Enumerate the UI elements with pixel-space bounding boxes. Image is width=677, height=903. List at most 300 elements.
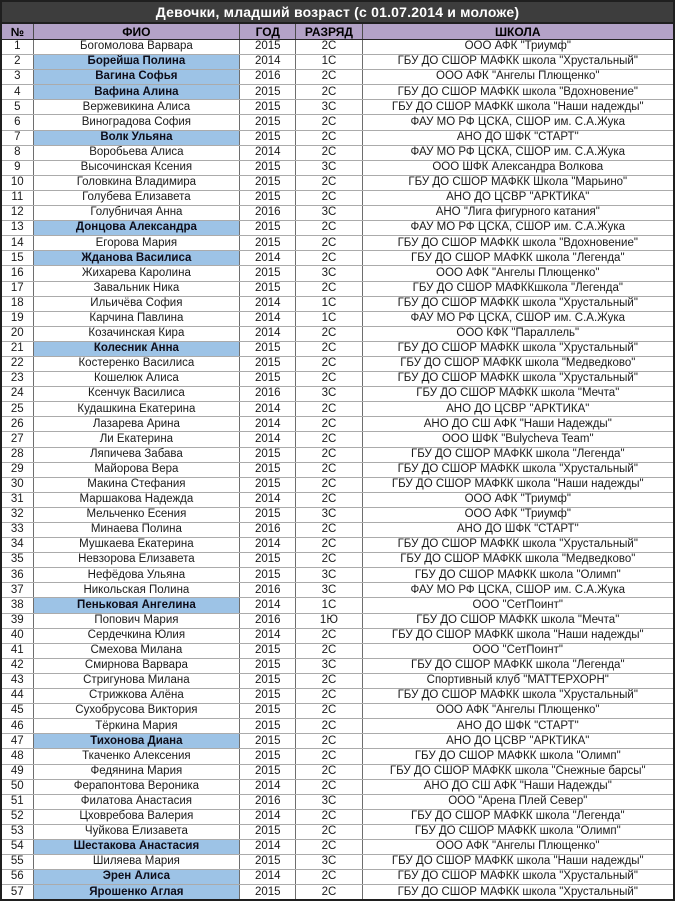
table-row [1,673,674,688]
table-row [1,523,674,538]
school-cell: ГБУ ДО СШОР МАФКК школа "Легенда" [362,251,674,266]
school-cell: ООО "Арена Плей Север" [362,794,674,809]
athlete-name-cell: Ляпичева Забава [33,447,240,462]
school-cell: ГБУ ДО СШОР МАФКК школа "Наши надежды" [362,628,674,643]
athlete-name-cell: Мельченко Есения [33,507,240,522]
table-row [1,296,674,311]
table-row [1,553,674,568]
rank-cell: 2С [296,538,362,553]
school-cell: ГБУ ДО СШОР МАФКК школа "Наши надежды" [362,855,674,870]
rank-cell: 3С [296,160,362,175]
school-cell: ГБУ ДО СШОР МАФКК школа "Хрустальный" [362,462,674,477]
birth-year-cell: 2015 [240,100,296,115]
birth-year-cell: 2015 [240,749,296,764]
school-cell: ГБУ ДО СШОР МАФКК школа "Мечта" [362,613,674,628]
table-row [1,387,674,402]
table-row [1,583,674,598]
table-row [1,251,674,266]
athlete-name-cell: Смирнова Варвара [33,658,240,673]
school-cell: ГБУ ДО СШОР МАФКК школа "Наши надежды" [362,477,674,492]
birth-year-cell: 2015 [240,689,296,704]
row-number-cell: 14 [1,236,33,251]
school-cell: ГБУ ДО СШОР МАФКК школа "Хрустальный" [362,689,674,704]
col-header-number: № [1,23,33,40]
rank-cell: 2С [296,417,362,432]
rank-cell: 2С [296,643,362,658]
table-row [1,658,674,673]
school-cell: ГБУ ДО СШОР МАФКК школа "Наши надежды" [362,100,674,115]
row-number-cell: 51 [1,794,33,809]
rank-cell: 2С [296,779,362,794]
athlete-name-cell: Голубева Елизавета [33,190,240,205]
rank-cell: 3С [296,855,362,870]
row-number-cell: 52 [1,809,33,824]
table-row [1,356,674,371]
school-cell: ФАУ МО РФ ЦСКА, СШОР им. С.А.Жука [362,221,674,236]
birth-year-cell: 2016 [240,794,296,809]
table-row [1,40,674,55]
rank-cell: 2С [296,870,362,885]
athlete-name-cell: Сердечкина Юлия [33,628,240,643]
school-cell: ГБУ ДО СШОР МАФККшкола "Легенда" [362,281,674,296]
rank-cell: 3С [296,507,362,522]
table-row [1,100,674,115]
table-row [1,417,674,432]
rank-cell: 2С [296,673,362,688]
row-number-cell: 42 [1,658,33,673]
school-cell: ФАУ МО РФ ЦСКА, СШОР им. С.А.Жука [362,115,674,130]
rank-cell: 2С [296,115,362,130]
row-number-cell: 47 [1,734,33,749]
table-row [1,704,674,719]
school-cell: ООО АФК "Ангелы Плющенко" [362,839,674,854]
row-number-cell: 39 [1,613,33,628]
row-number-cell: 53 [1,824,33,839]
school-cell: ООО АФК "Ангелы Плющенко" [362,266,674,281]
school-cell: ФАУ МО РФ ЦСКА, СШОР им. С.А.Жука [362,311,674,326]
row-number-cell: 9 [1,160,33,175]
table-row [1,477,674,492]
school-cell: ГБУ ДО СШОР МАФКК школа "Олимп" [362,824,674,839]
rank-cell: 2С [296,809,362,824]
school-cell: ГБУ ДО СШОР МАФКК школа "Олимп" [362,568,674,583]
row-number-cell: 8 [1,145,33,160]
rank-cell: 2С [296,704,362,719]
birth-year-cell: 2014 [240,251,296,266]
rank-cell: 2С [296,462,362,477]
school-cell: ООО КФК "Параллель" [362,326,674,341]
row-number-cell: 38 [1,598,33,613]
rank-cell: 3С [296,794,362,809]
table-row [1,507,674,522]
row-number-cell: 16 [1,266,33,281]
athlete-name-cell: Колесник Анна [33,341,240,356]
school-cell: АНО ДО СШ АФК "Наши Надежды" [362,779,674,794]
athlete-name-cell: Попович Мария [33,613,240,628]
table-row [1,568,674,583]
athlete-name-cell: Ткаченко Алексения [33,749,240,764]
school-cell: ООО ШФК "Bulycheva Team" [362,432,674,447]
rank-cell: 2С [296,749,362,764]
row-number-cell: 49 [1,764,33,779]
row-number-cell: 18 [1,296,33,311]
school-cell: ГБУ ДО СШОР МАФКК школа "Медведково" [362,553,674,568]
athlete-name-cell: Мушкаева Екатерина [33,538,240,553]
table-row [1,266,674,281]
rank-cell: 2С [296,553,362,568]
school-cell: ООО АФК "Ангелы Плющенко" [362,704,674,719]
athlete-name-cell: Ярошенко Аглая [33,885,240,901]
table-row [1,885,674,901]
birth-year-cell: 2014 [240,839,296,854]
rank-cell: 3С [296,100,362,115]
birth-year-cell: 2014 [240,598,296,613]
athlete-name-cell: Пеньковая Ангелина [33,598,240,613]
table-row [1,643,674,658]
table-row [1,492,674,507]
row-number-cell: 35 [1,553,33,568]
row-number-cell: 45 [1,704,33,719]
school-cell: АНО "Лига фигурного катания" [362,206,674,221]
table-body [1,40,674,901]
rank-cell: 2С [296,402,362,417]
school-cell: ГБУ ДО СШОР МАФКК школа "Мечта" [362,387,674,402]
birth-year-cell: 2016 [240,206,296,221]
row-number-cell: 10 [1,175,33,190]
table-row [1,734,674,749]
athlete-name-cell: Смехова Милана [33,643,240,658]
school-cell: АНО ДО ШФК "СТАРТ" [362,523,674,538]
row-number-cell: 34 [1,538,33,553]
birth-year-cell: 2015 [240,160,296,175]
rank-cell: 2С [296,628,362,643]
birth-year-cell: 2015 [240,824,296,839]
athlete-name-cell: Минаева Полина [33,523,240,538]
rank-cell: 1С [296,55,362,70]
row-number-cell: 41 [1,643,33,658]
table-row [1,839,674,854]
row-number-cell: 2 [1,55,33,70]
rank-cell: 1С [296,598,362,613]
table-row [1,85,674,100]
table-row [1,613,674,628]
athlete-name-cell: Головкина Владимира [33,175,240,190]
birth-year-cell: 2015 [240,221,296,236]
row-number-cell: 57 [1,885,33,901]
row-number-cell: 26 [1,417,33,432]
athlete-name-cell: Маршакова Надежда [33,492,240,507]
athlete-name-cell: Ли Екатерина [33,432,240,447]
table-row [1,372,674,387]
athlete-name-cell: Высочинская Ксения [33,160,240,175]
rank-cell: 2С [296,356,362,371]
birth-year-cell: 2015 [240,673,296,688]
rank-cell: 2С [296,190,362,205]
birth-year-cell: 2014 [240,326,296,341]
table-row [1,55,674,70]
birth-year-cell: 2015 [240,40,296,55]
athlete-name-cell: Шестакова Анастасия [33,839,240,854]
school-cell: ГБУ ДО СШОР МАФКК школа "Вдохновение" [362,85,674,100]
birth-year-cell: 2015 [240,130,296,145]
athlete-name-cell: Ксенчук Василиса [33,387,240,402]
birth-year-cell: 2014 [240,538,296,553]
birth-year-cell: 2016 [240,523,296,538]
athlete-name-cell: Карчина Павлина [33,311,240,326]
school-cell: ГБУ ДО СШОР МАФКК школа "Хрустальный" [362,885,674,901]
rank-cell: 3С [296,583,362,598]
row-number-cell: 54 [1,839,33,854]
school-cell: ГБУ ДО СШОР МАФКК школа "Хрустальный" [362,341,674,356]
rank-cell: 1Ю [296,613,362,628]
rank-cell: 2С [296,719,362,734]
athlete-name-cell: Кошелюк Алиса [33,372,240,387]
rank-cell: 2С [296,130,362,145]
school-cell: ООО АФК "Триумф" [362,40,674,55]
birth-year-cell: 2014 [240,402,296,417]
birth-year-cell: 2015 [240,734,296,749]
athlete-name-cell: Макина Стефания [33,477,240,492]
rank-cell: 3С [296,206,362,221]
rank-cell: 2С [296,839,362,854]
table-row [1,538,674,553]
row-number-cell: 24 [1,387,33,402]
row-number-cell: 5 [1,100,33,115]
school-cell: ГБУ ДО СШОР МАФКК школа "Вдохновение" [362,236,674,251]
school-cell: АНО ДО ЦСВР "АРКТИКА" [362,402,674,417]
athlete-name-cell: Стригунова Милана [33,673,240,688]
table-row [1,160,674,175]
athlete-name-cell: Борейша Полина [33,55,240,70]
row-number-cell: 56 [1,870,33,885]
birth-year-cell: 2015 [240,281,296,296]
rank-cell: 2С [296,432,362,447]
school-cell: АНО ДО ЦСВР "АРКТИКА" [362,734,674,749]
rank-cell: 2С [296,523,362,538]
athlete-name-cell: Чуйкова Елизавета [33,824,240,839]
athlete-name-cell: Тёркина Мария [33,719,240,734]
rank-cell: 2С [296,689,362,704]
table-row [1,326,674,341]
athlete-name-cell: Цховребова Валерия [33,809,240,824]
row-number-cell: 36 [1,568,33,583]
table-row [1,824,674,839]
athlete-name-cell: Сухобрусова Виктория [33,704,240,719]
birth-year-cell: 2014 [240,55,296,70]
birth-year-cell: 2015 [240,885,296,901]
row-number-cell: 44 [1,689,33,704]
row-number-cell: 37 [1,583,33,598]
row-number-cell: 40 [1,628,33,643]
birth-year-cell: 2015 [240,356,296,371]
athlete-name-cell: Лазарева Арина [33,417,240,432]
birth-year-cell: 2015 [240,190,296,205]
row-number-cell: 22 [1,356,33,371]
table-row [1,779,674,794]
table-row [1,311,674,326]
row-number-cell: 11 [1,190,33,205]
school-cell: ФАУ МО РФ ЦСКА, СШОР им. С.А.Жука [362,145,674,160]
athlete-name-cell: Вагина Софья [33,70,240,85]
rank-cell: 2С [296,824,362,839]
rank-cell: 2С [296,492,362,507]
table-row [1,855,674,870]
school-cell: ГБУ ДО СШОР МАФКК школа "Легенда" [362,447,674,462]
school-cell: ГБУ ДО СШОР МАФКК школа "Хрустальный" [362,55,674,70]
athlete-name-cell: Федянина Мария [33,764,240,779]
athlete-name-cell: Вафина Алина [33,85,240,100]
col-header-year: ГОД [240,23,296,40]
row-number-cell: 43 [1,673,33,688]
table-row [1,719,674,734]
athlete-name-cell: Жданова Василиса [33,251,240,266]
rank-cell: 2С [296,326,362,341]
table-title-row [1,1,674,23]
athlete-name-cell: Шиляева Мария [33,855,240,870]
school-cell: ФАУ МО РФ ЦСКА, СШОР им. С.А.Жука [362,583,674,598]
athlete-name-cell: Завальник Ника [33,281,240,296]
school-cell: АНО ДО СШ АФК "Наши Надежды" [362,417,674,432]
table-row [1,402,674,417]
school-cell: ГБУ ДО СШОР МАФКК школа "Снежные барсы" [362,764,674,779]
col-header-school: ШКОЛА [362,23,674,40]
birth-year-cell: 2014 [240,779,296,794]
birth-year-cell: 2014 [240,311,296,326]
birth-year-cell: 2014 [240,492,296,507]
row-number-cell: 46 [1,719,33,734]
athlete-name-cell: Воробьева Алиса [33,145,240,160]
row-number-cell: 32 [1,507,33,522]
row-number-cell: 12 [1,206,33,221]
row-number-cell: 23 [1,372,33,387]
athlete-name-cell: Волк Ульяна [33,130,240,145]
athlete-name-cell: Виноградова София [33,115,240,130]
athlete-name-cell: Жихарева Каролина [33,266,240,281]
table-row [1,809,674,824]
birth-year-cell: 2016 [240,613,296,628]
table-row [1,749,674,764]
school-cell: АНО ДО ШФК "СТАРТ" [362,130,674,145]
table-row [1,221,674,236]
school-cell: ГБУ ДО СШОР МАФКК школа "Хрустальный" [362,538,674,553]
table-row [1,281,674,296]
row-number-cell: 33 [1,523,33,538]
athlete-name-cell: Вержевикина Алиса [33,100,240,115]
athlete-name-cell: Ильичёва София [33,296,240,311]
school-cell: ООО АФК "Триумф" [362,507,674,522]
rank-cell: 3С [296,266,362,281]
row-number-cell: 25 [1,402,33,417]
rank-cell: 2С [296,236,362,251]
athlete-name-cell: Ферапонтова Вероника [33,779,240,794]
birth-year-cell: 2015 [240,643,296,658]
athlete-name-cell: Козачинская Кира [33,326,240,341]
table-row [1,462,674,477]
rank-cell: 2С [296,341,362,356]
table-row [1,236,674,251]
birth-year-cell: 2015 [240,658,296,673]
birth-year-cell: 2015 [240,764,296,779]
row-number-cell: 1 [1,40,33,55]
row-number-cell: 31 [1,492,33,507]
table-row [1,130,674,145]
athlete-name-cell: Нефёдова Ульяна [33,568,240,583]
birth-year-cell: 2015 [240,507,296,522]
rank-cell: 2С [296,251,362,266]
athlete-name-cell: Кудашкина Екатерина [33,402,240,417]
birth-year-cell: 2015 [240,372,296,387]
athlete-name-cell: Голубничая Анна [33,206,240,221]
rank-cell: 2С [296,372,362,387]
table-row [1,190,674,205]
column-header-row [1,23,674,40]
athlete-name-cell: Тихонова Диана [33,734,240,749]
rank-cell: 2С [296,145,362,160]
birth-year-cell: 2014 [240,870,296,885]
rank-cell: 2С [296,885,362,901]
school-cell: ГБУ ДО СШОР МАФКК школа "Легенда" [362,658,674,673]
table-row [1,115,674,130]
birth-year-cell: 2016 [240,70,296,85]
school-cell: ГБУ ДО СШОР МАФКК школа "Хрустальный" [362,296,674,311]
birth-year-cell: 2014 [240,628,296,643]
athlete-name-cell: Костеренко Василиса [33,356,240,371]
row-number-cell: 28 [1,447,33,462]
school-cell: ООО "СетПоинт" [362,643,674,658]
athlete-name-cell: Никольская Полина [33,583,240,598]
school-cell: ГБУ ДО СШОР МАФКК школа "Хрустальный" [362,372,674,387]
athlete-name-cell: Стрижкова Алёна [33,689,240,704]
birth-year-cell: 2014 [240,296,296,311]
school-cell: ООО АФК "Ангелы Плющенко" [362,70,674,85]
table-row [1,764,674,779]
row-number-cell: 15 [1,251,33,266]
rank-cell: 2С [296,85,362,100]
athlete-name-cell: Егорова Мария [33,236,240,251]
birth-year-cell: 2016 [240,387,296,402]
athlete-name-cell: Майорова Вера [33,462,240,477]
row-number-cell: 6 [1,115,33,130]
row-number-cell: 27 [1,432,33,447]
rank-cell: 1С [296,311,362,326]
birth-year-cell: 2015 [240,266,296,281]
rank-cell: 2С [296,221,362,236]
school-cell: ГБУ ДО СШОР МАФКК школа "Олимп" [362,749,674,764]
birth-year-cell: 2015 [240,704,296,719]
rank-cell: 3С [296,658,362,673]
rank-cell: 2С [296,40,362,55]
birth-year-cell: 2015 [240,719,296,734]
rank-cell: 1С [296,296,362,311]
rank-cell: 2С [296,764,362,779]
birth-year-cell: 2015 [240,115,296,130]
birth-year-cell: 2015 [240,175,296,190]
table-row [1,206,674,221]
row-number-cell: 13 [1,221,33,236]
table-row [1,598,674,613]
row-number-cell: 17 [1,281,33,296]
rank-cell: 2С [296,477,362,492]
rank-cell: 2С [296,70,362,85]
row-number-cell: 20 [1,326,33,341]
row-number-cell: 3 [1,70,33,85]
page-title: Девочки, младший возраст (с 01.07.2014 и моложе) [1,1,674,23]
school-cell: ГБУ ДО СШОР МАФКК школа "Легенда" [362,809,674,824]
school-cell: ООО АФК "Триумф" [362,492,674,507]
birth-year-cell: 2015 [240,477,296,492]
athlete-name-cell: Невзорова Елизавета [33,553,240,568]
rank-cell: 2С [296,175,362,190]
